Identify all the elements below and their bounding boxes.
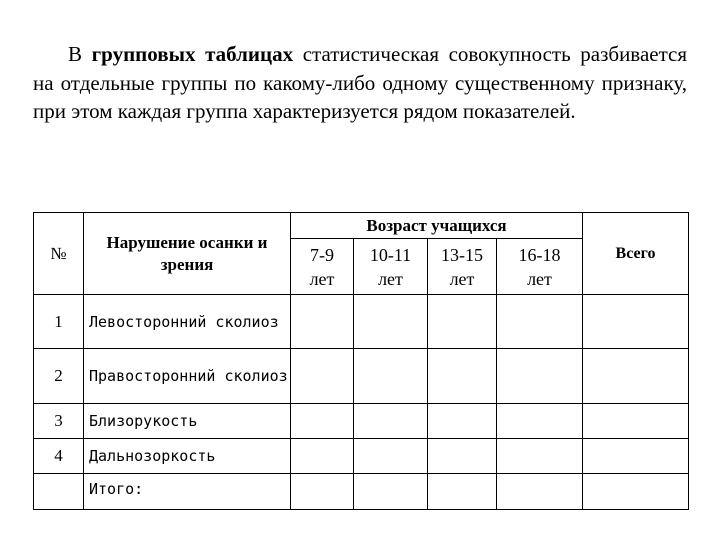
intro-prefix: В xyxy=(68,42,83,66)
table-cell xyxy=(354,404,428,439)
age-unit: лет xyxy=(378,268,403,289)
table-cell xyxy=(428,439,497,474)
table-cell xyxy=(291,349,354,404)
header-age-col xyxy=(428,239,497,295)
table-cell xyxy=(354,474,428,510)
header-disorder: Нарушение осанки и зрения xyxy=(84,213,291,295)
row-number xyxy=(34,474,84,510)
table-cell xyxy=(583,439,689,474)
row-label: Левосторонний сколиоз xyxy=(84,295,291,349)
row-label: Правосторонний сколиоз xyxy=(84,349,291,404)
header-age-col xyxy=(354,239,428,295)
table-cell xyxy=(354,349,428,404)
table-row xyxy=(34,474,689,510)
table-cell xyxy=(497,439,583,474)
group-table xyxy=(33,212,689,510)
age-unit: лет xyxy=(527,268,552,289)
table-cell xyxy=(354,295,428,349)
table-cell xyxy=(583,295,689,349)
table-cell xyxy=(497,349,583,404)
table-row xyxy=(34,349,689,404)
header-age-col xyxy=(291,239,354,295)
row-number: 2 xyxy=(34,349,84,404)
table-cell xyxy=(428,349,497,404)
header-age-col xyxy=(497,239,583,295)
table-cell xyxy=(583,349,689,404)
table-cell xyxy=(583,404,689,439)
table-cell xyxy=(354,439,428,474)
table-cell xyxy=(428,404,497,439)
age-unit: лет xyxy=(449,268,475,289)
intro-bold-term: групповых таблицах xyxy=(91,42,294,66)
table-cell xyxy=(497,404,583,439)
table-cell xyxy=(428,295,497,349)
table-cell xyxy=(497,474,583,510)
table-cell xyxy=(291,295,354,349)
row-number: 3 xyxy=(34,404,84,439)
age-unit: лет xyxy=(309,268,335,289)
header-age-group: Возраст учащихся xyxy=(291,213,583,239)
row-number: 1 xyxy=(34,295,84,349)
age-range: 10-11 xyxy=(369,244,412,265)
age-range: 16-18 xyxy=(518,244,561,265)
row-label: Дальнозоркость xyxy=(84,439,291,474)
table-row xyxy=(34,404,689,439)
age-range: 7-9 xyxy=(310,244,334,265)
table-row xyxy=(34,439,689,474)
table-cell xyxy=(497,295,583,349)
table-cell xyxy=(291,439,354,474)
table-row xyxy=(34,295,689,349)
header-number: № xyxy=(34,213,84,295)
table-cell xyxy=(291,404,354,439)
age-range: 13-15 xyxy=(441,244,483,265)
intro-paragraph xyxy=(33,40,687,126)
table-cell xyxy=(291,474,354,510)
row-label: Близорукость xyxy=(84,404,291,439)
header-total: Всего xyxy=(583,213,689,295)
row-label-total: Итого: xyxy=(84,474,291,510)
table-cell xyxy=(583,474,689,510)
table-cell xyxy=(428,474,497,510)
row-number: 4 xyxy=(34,439,84,474)
intro-rest: статистическая совокупность разбивается на отдельные группы по какому-либо одному существенному признаку, при этом каждая группа характеризуется рядом показателей. xyxy=(33,42,687,123)
